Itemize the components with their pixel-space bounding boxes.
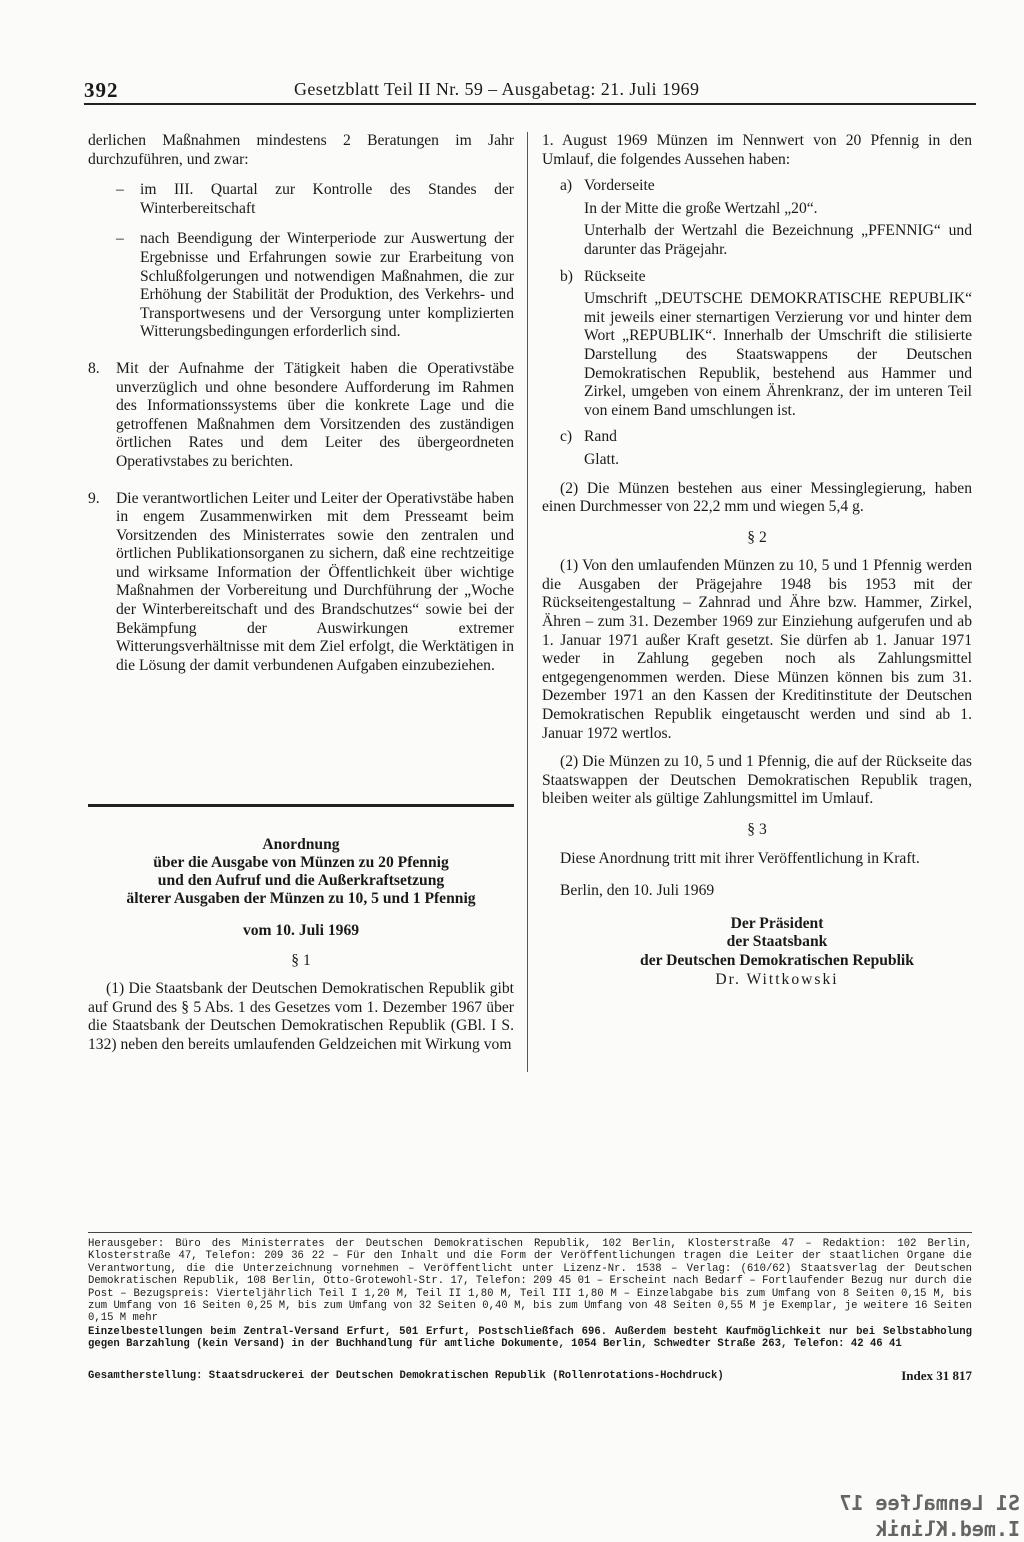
section-heading: § 3 (747, 821, 767, 838)
left-column (88, 132, 514, 675)
list-item: a) Vorderseite (560, 177, 655, 195)
index-number: Index 31 817 (901, 1368, 972, 1383)
dash-marker: – (116, 230, 124, 248)
gazette-title: Gesetzblatt Teil II Nr. 59 – Ausgabetag: 21. Juli 1969 (294, 79, 700, 99)
header-rule (84, 103, 976, 105)
signatory-name: Dr. Wittkowski (715, 970, 839, 988)
list-item: c) Rand (560, 428, 617, 446)
ordinance-title: Anordnung (262, 836, 340, 853)
section-heading: § 2 (747, 528, 767, 546)
paragraph: (2) Die Münzen bestehen aus einer Messinglegierung, haben einen Durchmesser von 22,2 mm und wiegen 5,4 g. (542, 479, 972, 516)
list-item: b) Rückseite (560, 267, 646, 285)
place-date: Berlin, den 10. Juli 1969 (560, 882, 715, 900)
footer-rule (88, 1232, 972, 1233)
ordinance-date: vom 10. Juli 1969 (242, 922, 360, 939)
dash-marker: – (116, 181, 124, 199)
paragraph: (1) Von den umlaufenden Münzen zu 10, 5 und 1 Pfennig werden die Ausgaben der Prägejahre 1948 bis 1953 mit der Rückseitengestaltung – Zahnrad und Ähre bzw. Hammer, Zirkel, Ähren – zum 31. Dezember 1969 zur Einziehung aufgerufen und ab 1. Januar 1971 außer Kraft gesetzt. Sie dürfen ab 1. Januar 1971 weder in Zahlung gegeben noch als Zahlungsmittel entgegengenommen werden. Diese Münzen können bis zum 31. Dezember 1971 an den Kassen der Kreditinstitute der Deutschen Demokratischen Republik eingetauscht werden und sind ab 1. Januar 1972 wertlos. (542, 557, 972, 742)
library-stamp: S1 Lenmalfee 17 I.med.Klinik (839, 1491, 1020, 1541)
paragraph: (1) Die Staatsbank der Deutschen Demokratischen Republik gibt auf Grund des § 5 Abs. 1 des Gesetzes vom 1. Dezember 1967 über die Staatsbank der Deutschen Demokratischen Republik (GBl. I S. 132) neben den bereits umlaufenden Geldzeichen mit Wirkung vom (88, 980, 514, 1053)
paragraph: Diese Anordnung tritt mit ihrer Veröffentlichung in Kraft. (560, 849, 920, 867)
order-info: Einzelbestellungen beim Zentral-Versand Erfurt, 501 Erfurt, Postschließfach 696. Außerdem besteht Kaufmöglichkeit nur bei Selbstabholung gegen Barzahlung (kein Versand) in der Buchhandlung für amtliche Dokumente, 1054 Berlin, Schwedter Straße 263, Telefon: 42 46 41 (88, 1326, 972, 1351)
right-column: 1. August 1969 Münzen im Nennwert von 20 Pfennig in den Umlauf, die folgendes Aussehen haben: a) Vorderseite In der Mitte die große Wertzahl „20“. Unterhalb der Wertzahl die Bezeichnung „PFENNIG“ und darunter das Prägejahr. b) Rückseite Umschrift „DEUTSCHE DEMOKRATISCHE REPUBLIK“ mit jeweils einer sternartigen Verzierung vor und hinter dem Wort „REPUBLIK“. Innerhalb der Umschrift die stilisierte Darstellung des Staatswappens der Deutschen Demokratischen Republik, bestehend aus Hammer und Zirkel, umgeben von einem Ährenkranz, der im unteren Teil von einem Band umschlungen ist. c) Rand Glatt. (2) Die Münzen bestehen aus einer Messinglegierung, haben einen Durchmesser von 22,2 mm und wiegen 5,4 g. § 2 (1) Von den umlaufenden Münzen zu 10, 5 und 1 Pfennig werden die Ausgaben der Prägejahre 1948 bis 1953 mit der Rückseitengestaltung – Zahnrad und Ähre bzw. Hammer, Zirkel, Ähren – zum 31. Dezember 1969 zur Einziehung aufgerufen und ab 1. Januar 1971 außer Kraft gesetzt. Sie dürfen ab 1. Januar 1971 weder in Zahlung gegeben noch als Zahlungsmittel entgegengenommen werden. Diese Münzen können bis zum 31. Dezember 1971 an den Kassen der Kreditinstitute der Deutschen Demokratischen Republik eingetauscht werden und sind ab 1. Januar 1972 wertlos. (2) Die Münzen zu 10, 5 und 1 Pfennig, die auf der Rückseite das Staatswappen der Deutschen Demokratischen Republik tragen, bleiben weiter als gültige Zahlungsmittel im Umlauf. § 3 Diese Anordnung tritt mit ihrer Veröffentlichung in Kraft. Berlin, den 10. Juli 1969 Der Präsident der Staatsbank der Deutschen Demokratischen Republik Dr. Wittkowski (542, 132, 972, 988)
paragraph: 1. August 1969 Münzen im Nennwert von 20 Pfennig in den Umlauf, die folgendes Aussehen haben: (542, 132, 972, 168)
paragraph: (2) Die Münzen zu 10, 5 und 1 Pfennig, die auf der Rückseite das Staatswappen der Deutschen Demokratischen Republik tragen, bleiben weiter als gültige Zahlungsmittel im Umlauf. (542, 753, 972, 808)
list-item: – nach Beendigung der Winterperiode zur Auswertung der Ergebnisse und Erfahrungen sowie zur Erarbeitung von Schlußfolgerungen und notwendigen Maßnahmen, die zur Erhöhung der Stabilität der Produktion, des Verkehrs- und Transportwesens und der Versorgung unter komplizierten Witterungsbedingungen erforderlich sind. (116, 230, 514, 341)
signature-block: Der Präsident der Staatsbank der Deutschen Demokratischen Republik Dr. Wittkowski (542, 915, 972, 989)
section-divider (88, 804, 514, 807)
numbered-item: 8. Mit der Aufnahme der Tätigkeit haben die Operativstäbe unverzüglich und ohne besondere Aufforderung im Rahmen des Informationssystems über die konkrete Lage und die getroffenen Maßnahmen dem Vorsitzenden des zuständigen örtlichen Rates und dem Leiter des übergeordneten Operativstabes zu berichten. (88, 359, 514, 470)
ordinance-block: Anordnung über die Ausgabe von Münzen zu 20 Pfennig und den Aufruf und die Außerkraftsetzung älterer Ausgaben der Münzen zu 10, 5 und 1 Pfennig vom 10. Juli 1969 § 1 (1) Die Staatsbank der Deutschen Demokratischen Republik gibt auf Grund des § 5 Abs. 1 des Gesetzes vom 1. Dezember 1967 über die Staatsbank der Deutschen Demokratischen Republik (GBl. I S. 132) neben den bereits umlaufenden Geldzeichen mit Wirkung vom (88, 836, 514, 1053)
column-separator (527, 132, 528, 1072)
numbered-item: 9. Die verantwortlichen Leiter und Leiter der Operativstäbe haben in engem Zusammenwirken mit dem Presseamt beim Vorsitzenden des Ministerrates sowie den zentralen und örtlichen Publikationsorganen zu sichern, daß eine rechtzeitige und wirksame Information der Öffentlichkeit über wichtige Maßnahmen der Vorbereitung und Durchführung der „Woche der Winterbereitschaft und des Brandschutzes“ sowie bei der Bekämpfung der Auswirkungen extremer Witterungsverhältnisse mit dem Ziel erfolgt, die Werktätigen in die Lösung der damit verbundenen Aufgaben einzubeziehen. (88, 489, 514, 674)
section-heading: § 1 (291, 952, 311, 969)
page-number: 392 (84, 78, 119, 102)
page-header (84, 78, 976, 102)
publisher-info: Herausgeber: Büro des Ministerrates der Deutschen Demokratischen Republik, 102 Berlin, Klosterstraße 47 – Redaktion: 102 Berlin, Klosterstraße 47, Telefon: 209 36 22 – Für den Inhalt und die Form der Veröffentlichungen tragen die Leiter der staatlichen Organe die Verantwortung, die die Unterzeichnung vornehmen – Veröffentlicht unter Lizenz-Nr. 1538 – Verlag: (610/62) Staatsverlag der Deutschen Demokratischen Republik, 108 Berlin, Otto-Grotewohl-Str. 17, Telefon: 209 45 01 – Erscheint nach Bedarf – Fortlaufender Bezug nur durch die Post – Bezugspreis: Vierteljährlich Teil I 1,20 M, Teil II 1,80 M, Teil III 1,80 M – Einzelabgabe bis zum Umfang von 8 Seiten 0,15 M, bis zum Umfang von 16 Seiten 0,25 M, bis zum Umfang von 32 Seiten 0,40 M, bis zum Umfang von 48 Seiten 0,55 M je Exemplar, je weitere 16 Seiten 0,15 M mehr (88, 1238, 972, 1325)
list-item: – im III. Quartal zur Kontrolle des Standes der Winterbereitschaft (116, 181, 514, 217)
continued-paragraph: derlichen Maßnahmen mindestens 2 Beratungen im Jahr durchzuführen, und zwar: (88, 132, 514, 168)
printer-line: Gesamtherstellung: Staatsdruckerei der Deutschen Demokratischen Republik (Rollenrotations-Hochdruck) Index 31 817 (88, 1368, 972, 1383)
